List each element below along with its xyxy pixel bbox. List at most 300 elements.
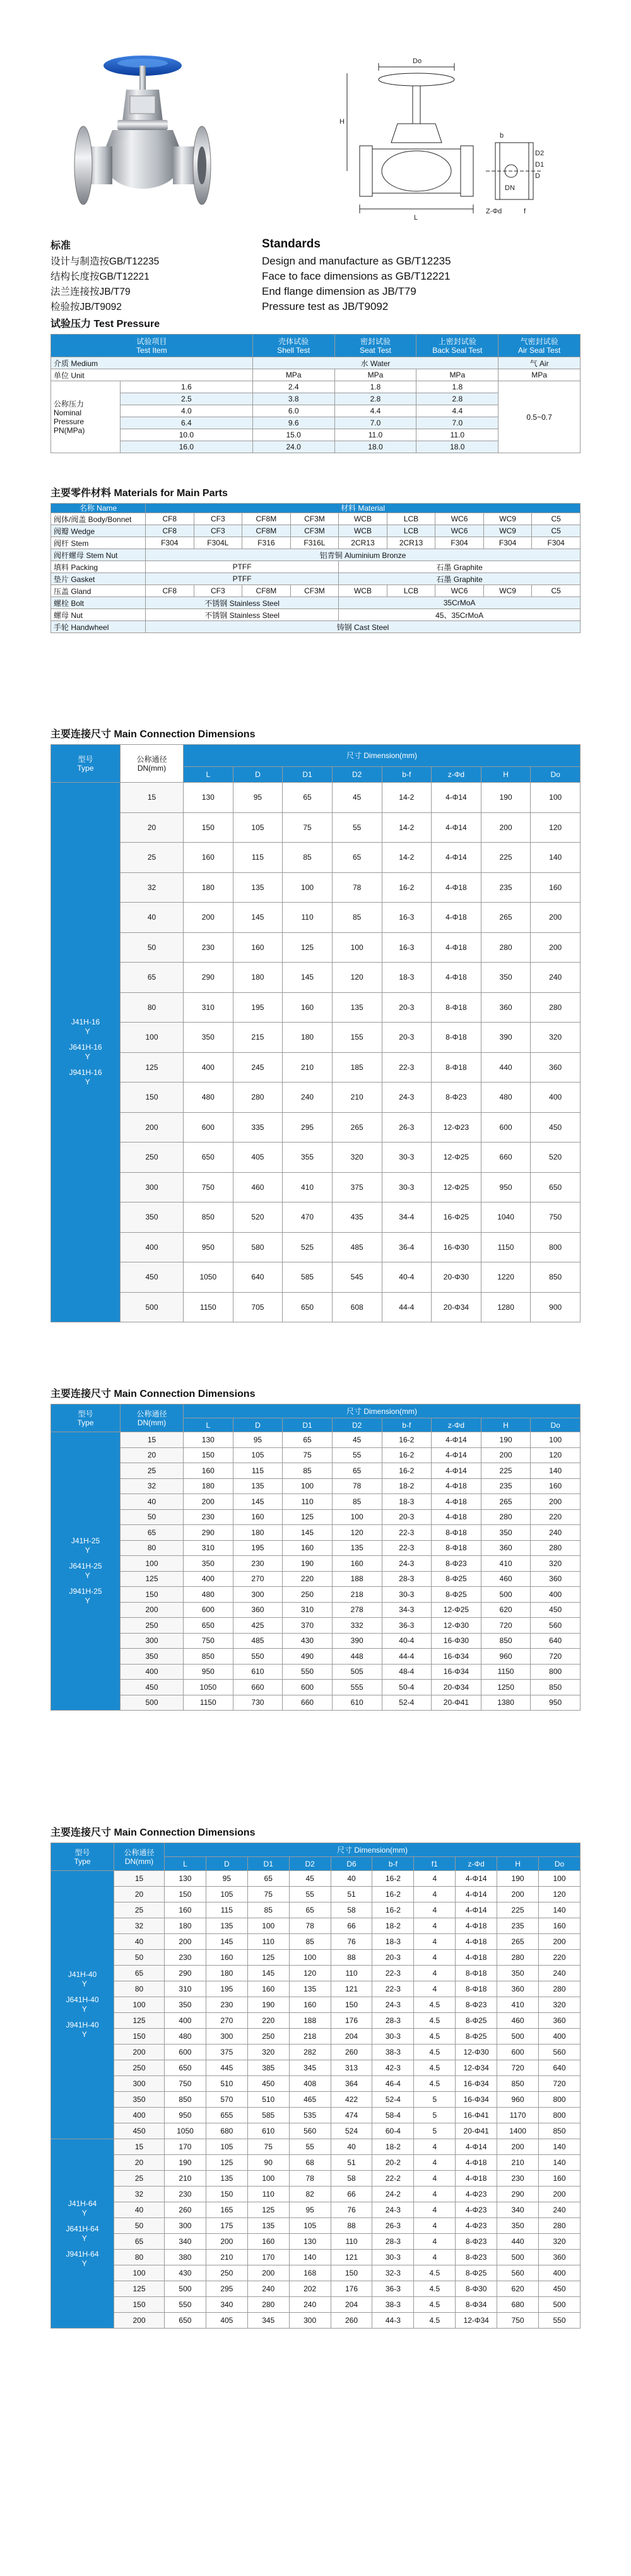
dimension-cell: 4.5 [414,2045,456,2060]
dimension-row [51,1463,581,1479]
dimension-cell: 5 [414,2108,456,2123]
dimension-row [51,1478,581,1494]
dimension-cell: 16-Φ34 [432,1649,481,1665]
dimension-cell: 100 [539,1871,581,1887]
dimension-cell: 230 [165,1950,206,1966]
dimension-cell: 195 [233,992,283,1023]
dimension-cell: 400 [539,2029,581,2045]
dimension-row [51,1494,581,1510]
dimension-cell: 210 [497,2155,539,2171]
dimension-cell: 350 [497,2218,539,2234]
dimension-cell: 510 [206,2076,247,2092]
dimension-cell: 30-3 [382,1172,432,1202]
dn-cell: 40 [121,903,184,933]
dimension-cell: 8-Φ25 [456,2265,497,2281]
dimension-cell: 66 [331,1918,372,1934]
dimension-cell: 320 [531,1556,581,1572]
bolt-value-b: 35CrMoA [339,597,581,609]
air-seal-range: 0.5~0.7 [498,381,581,453]
dimension-cell: 850 [539,2123,581,2139]
column-header: D2 [289,1857,331,1871]
dim64-body [51,2139,581,2329]
dimension-cell: 960 [497,2092,539,2108]
dimension-cell: 34-4 [382,1202,432,1233]
dimension-cell: 8-Φ23 [456,2234,497,2250]
dimension-cell: 190 [247,1997,289,2013]
dimension-cell: 1050 [184,1262,233,1293]
dimension-cell: 310 [165,1981,206,1997]
model-code: J41H-25 Y [71,1536,100,1555]
dimension-cell: 22-3 [372,1966,414,1981]
dimension-row [51,2029,581,2045]
dimension-cell: 76 [331,1934,372,1950]
dimension-cell: 200 [497,2139,539,2155]
gasket-value-a: PTFF [146,573,339,585]
dimension-cell: 220 [247,2013,289,2029]
dimension-cell: 100 [247,1918,289,1934]
header-seat-test: 密封试验 Seat Test [334,335,416,357]
bolt-label: 螺栓 Bolt [51,597,146,609]
gland-cell: WCB [339,585,387,597]
materials-table [50,503,581,633]
dn-cell: 80 [121,1540,184,1556]
dimension-cell: 180 [184,872,233,903]
column-header: Do [531,766,581,782]
dimension-cell: 52-4 [372,2092,414,2108]
column-header: H [481,766,531,782]
dimension-cell: 4-Φ14 [456,2139,497,2155]
dimension-cell: 100 [531,783,581,813]
column-header: Do [539,1857,581,1871]
dn-cell: 65 [114,2234,165,2250]
dimension-cell: 190 [283,1556,333,1572]
dimension-cell: 115 [206,1902,247,1918]
material-cell: LCB [387,513,435,525]
dimension-cell: 1400 [497,2123,539,2139]
dimension-cell: 4.5 [414,2013,456,2029]
nut-row [51,609,581,621]
dimension-cell: 320 [332,1143,382,1173]
dimension-cell: 364 [331,2076,372,2092]
dimension-cell: 600 [283,1680,333,1695]
pressure-cell: 18.0 [416,441,498,453]
dimension-cell: 560 [497,2265,539,2281]
dimension-cell: 460 [497,2013,539,2029]
dimension-cell: 180 [165,1918,206,1934]
dimension-cell: 160 [233,1509,283,1525]
dimension-cell: 310 [184,1540,233,1556]
dn-cell: 250 [121,1618,184,1634]
dimension-cell: 640 [539,2060,581,2076]
dimension-cell: 410 [481,1556,531,1572]
dimension-row [51,1981,581,1997]
dimension-cell: 280 [233,1083,283,1113]
dimension-cell: 44-3 [372,2313,414,2329]
dimension-cell: 720 [531,1649,581,1665]
dn-cell: 300 [121,1633,184,1649]
dimension-cell: 135 [332,1540,382,1556]
dimension-row [51,1934,581,1950]
dimension-cell: 120 [332,963,382,993]
dimensions-pn25-title: 主要连接尺寸 Main Connection Dimensions [50,1389,256,1399]
dimension-cell: 16-3 [382,903,432,933]
material-cell: WCB [339,513,387,525]
drawing-label-f: f [524,208,526,215]
dimension-drawing [334,54,562,225]
material-cell: F304 [146,537,194,549]
dimension-cell: 360 [531,1571,581,1587]
unit-label: 单位 Unit [51,369,253,381]
dimension-cell: 150 [184,1447,233,1463]
dimension-cell: 280 [539,1981,581,1997]
material-cell: F304 [532,537,581,549]
dimension-cell: 12-Φ25 [432,1143,481,1173]
dimension-row [51,2187,581,2202]
pressure-cell: 2.8 [416,393,498,405]
dimension-cell: 680 [497,2297,539,2313]
dimension-row [51,1447,581,1463]
dimension-cell: 140 [531,843,581,873]
stem-nut-label: 阀杆螺母 Stem Nut [51,549,146,561]
dimension-cell: 190 [497,1871,539,1887]
dimension-cell: 110 [283,1494,333,1510]
column-header: L [165,1857,206,1871]
dimension-cell: 4-Φ14 [456,1902,497,1918]
pn-value: 6.4 [121,417,253,429]
dimension-cell: 180 [233,1525,283,1541]
dimension-cell: 45 [332,783,382,813]
dimension-cell: 68 [289,2155,331,2171]
dn-cell: 25 [114,1902,165,1918]
standards-cn-line: 结构长度按GB/T12221 [50,271,150,282]
dimension-cell: 485 [233,1633,283,1649]
dimension-row [51,1602,581,1618]
dimension-cell: 45 [289,1871,331,1887]
dimension-row [51,872,581,903]
dimension-cell: 200 [206,2234,247,2250]
dimension-cell: 125 [283,1509,333,1525]
dimension-cell: 400 [165,2013,206,2029]
dimension-cell: 16-Φ30 [432,1232,481,1262]
dimension-cell: 4 [414,2187,456,2202]
material-cell: 2CR13 [387,537,435,549]
header-type: 型号 Type [51,745,121,783]
dimension-cell: 40-4 [382,1262,432,1293]
dimension-cell: 400 [531,1587,581,1603]
dimension-cell: 18-2 [372,2139,414,2155]
dimension-cell: 55 [332,812,382,843]
dn-cell: 25 [121,843,184,873]
column-header: Do [531,1418,581,1432]
column-header: f1 [414,1857,456,1871]
dimension-cell: 85 [283,843,333,873]
dimension-cell: 16-Φ34 [456,2092,497,2108]
dimension-cell: 250 [247,2029,289,2045]
dimension-cell: 4-Φ14 [432,783,481,813]
material-cell: C5 [532,525,581,537]
material-cell: CF8 [146,513,194,525]
header-name: 名称 Name [51,504,146,513]
dimension-cell: 180 [206,1966,247,1981]
catalog-page [50,0,581,2325]
dimension-cell: 20-Φ34 [432,1680,481,1695]
standards-en-line: End flange dimension as JB/T79 [262,285,416,297]
dn-cell: 150 [114,2029,165,2045]
column-header: b-f [382,1418,432,1432]
dimension-cell: 240 [531,963,581,993]
dimension-cell: 465 [289,2092,331,2108]
dn-cell: 100 [114,1997,165,2013]
pressure-cell: 11.0 [334,429,416,441]
dn-cell: 15 [121,1432,184,1448]
dimension-cell: 78 [332,1478,382,1494]
dimension-cell: 620 [481,1602,531,1618]
dimension-cell: 210 [332,1083,382,1113]
dimension-cell: 335 [233,1112,283,1143]
dimension-cell: 78 [289,1918,331,1934]
dimension-cell: 4-Φ18 [432,932,481,963]
dimension-cell: 450 [531,1602,581,1618]
dimension-cell: 480 [184,1587,233,1603]
column-header: z-Φd [432,766,481,782]
dimension-cell: 850 [531,1262,581,1293]
standards-cn-line: 设计与制造按GB/T12235 [50,256,160,267]
dimension-cell: 4.5 [414,2076,456,2092]
dimension-cell: 4-Φ18 [432,872,481,903]
dimension-cell: 400 [184,1571,233,1587]
gland-cell: CF8 [146,585,194,597]
dimension-cell: 135 [332,992,382,1023]
material-cell: F304L [194,537,242,549]
dimension-cell: 165 [206,2202,247,2218]
material-row [51,513,581,525]
dimension-cell: 55 [289,2139,331,2155]
dimension-cell: 405 [233,1143,283,1173]
dimension-cell: 110 [247,2187,289,2202]
material-cell: C5 [532,513,581,525]
pressure-cell: 15.0 [252,429,334,441]
dimension-cell: 58-4 [372,2108,414,2123]
dimension-cell: 202 [289,2281,331,2297]
dimension-cell: 430 [283,1633,333,1649]
dimension-row [51,1432,581,1448]
dimension-cell: 18-2 [382,1478,432,1494]
dimension-cell: 85 [283,1463,333,1479]
dn-cell: 80 [121,992,184,1023]
dimension-cell: 4 [414,2139,456,2155]
model-code: J641H-16 Y [69,1043,102,1061]
dimension-cell: 105 [289,2218,331,2234]
material-part-label: 阀杆 Stem [51,537,146,549]
dn-cell: 150 [114,2297,165,2313]
dimension-cell: 550 [233,1649,283,1665]
dimension-cell: 450 [531,1112,581,1143]
gland-cell: LCB [387,585,435,597]
dimension-cell: 22-2 [372,2171,414,2187]
dimension-cell: 240 [283,1083,333,1113]
pressure-cell: 9.6 [252,417,334,429]
dimension-cell: 121 [331,2250,372,2265]
dimension-row [51,2045,581,2060]
dimension-cell: 16-Φ41 [456,2108,497,2123]
test-pressure-row [51,381,581,393]
standards-cn-title: 标准 [50,240,71,251]
dimension-cell: 180 [283,1023,333,1053]
dimension-cell: 26-3 [382,1112,432,1143]
dimension-cell: 120 [539,1887,581,1902]
dimension-cell: 950 [481,1172,531,1202]
dimension-cell: 660 [283,1695,333,1711]
dimension-row [51,2108,581,2123]
dimension-cell: 85 [289,1934,331,1950]
dimension-cell: 8-Φ18 [456,1981,497,1997]
dn-cell: 65 [121,963,184,993]
dimension-cell: 950 [184,1664,233,1680]
dimension-cell: 240 [247,2281,289,2297]
standards-en-line: Design and manufacture as GB/T12235 [262,255,451,267]
dimension-cell: 145 [233,1494,283,1510]
dimension-row [51,2265,581,2281]
drawing-label-d: D [535,172,540,180]
dimension-cell: 30-3 [372,2250,414,2265]
dimension-cell: 110 [247,1934,289,1950]
dimension-cell: 185 [332,1052,382,1083]
dimension-cell: 440 [481,1052,531,1083]
dimension-cell: 410 [497,1997,539,2013]
dimension-cell: 4-Φ18 [456,1918,497,1934]
dimension-cell: 660 [481,1143,531,1173]
dimension-cell: 65 [283,1432,333,1448]
dimension-cell: 210 [206,2250,247,2265]
dimension-cell: 16-Φ34 [432,1664,481,1680]
dimension-cell: 125 [283,932,333,963]
dimension-cell: 135 [206,1918,247,1934]
dimension-cell: 75 [247,2139,289,2155]
dimension-cell: 560 [531,1618,581,1634]
pressure-cell: 7.0 [334,417,416,429]
dimension-cell: 620 [497,2281,539,2297]
dn-cell: 65 [121,1525,184,1541]
unit-row [51,369,581,381]
dimension-cell: 950 [165,2108,206,2123]
dn-cell: 150 [121,1587,184,1603]
dimension-cell: 28-3 [372,2013,414,2029]
dimension-cell: 4-Φ18 [456,2171,497,2187]
dimension-cell: 313 [331,2060,372,2076]
dimension-cell: 170 [165,2139,206,2155]
dimension-cell: 1220 [481,1262,531,1293]
dimension-cell: 5 [414,2092,456,2108]
dimension-cell: 140 [289,2250,331,2265]
dimension-cell: 230 [165,2187,206,2202]
column-header: b-f [372,1857,414,1871]
dimension-row [51,1083,581,1113]
dn-cell: 450 [121,1680,184,1695]
dimension-cell: 215 [233,1023,283,1053]
dimension-cell: 360 [233,1602,283,1618]
dimension-row [51,1525,581,1541]
dimension-cell: 1050 [165,2123,206,2139]
dimension-cell: 650 [165,2313,206,2329]
dimension-cell: 100 [332,1509,382,1525]
dn-cell: 80 [114,2250,165,2265]
pressure-cell: 7.0 [416,417,498,429]
dimension-cell: 16-2 [372,1887,414,1902]
test-pressure-table [50,334,581,453]
dimension-cell: 18-3 [382,1494,432,1510]
dimension-cell: 270 [233,1571,283,1587]
dimension-cell: 218 [289,2029,331,2045]
dimension-cell: 440 [497,2234,539,2250]
materials-header-row [51,504,581,513]
dimension-cell: 12-Φ25 [432,1602,481,1618]
dimension-cell: 12-Φ23 [432,1112,481,1143]
dimension-row [51,1871,581,1887]
dimension-cell: 22-3 [382,1525,432,1541]
material-part-label: 阀体/阀盖 Body/Bonnet [51,513,146,525]
dimension-cell: 4 [414,1966,456,1981]
standards-en-line: Pressure test as JB/T9092 [262,300,389,312]
dimension-row [51,2076,581,2092]
dimension-cell: 245 [233,1052,283,1083]
dimension-cell: 1150 [481,1664,531,1680]
dimension-cell: 16-2 [372,1871,414,1887]
dimension-cell: 408 [289,2076,331,2092]
dimension-cell: 850 [497,2076,539,2092]
dimension-cell: 270 [206,2013,247,2029]
dimension-cell: 20-3 [382,992,432,1023]
dimension-cell: 115 [233,1463,283,1479]
dimension-cell: 4-Φ18 [432,963,481,993]
dimension-cell: 51 [331,2155,372,2171]
dimension-cell: 4-Φ18 [432,1494,481,1510]
dn-cell: 200 [114,2313,165,2329]
dimension-cell: 550 [283,1664,333,1680]
dimension-cell: 42-3 [372,2060,414,2076]
dimension-row [51,2123,581,2139]
dn-cell: 50 [121,1509,184,1525]
dimension-cell: 250 [206,2265,247,2281]
dimension-cell: 4.5 [414,2281,456,2297]
dimension-cell: 200 [165,1934,206,1950]
dimension-cell: 8-Φ18 [432,1540,481,1556]
dn-cell: 250 [121,1143,184,1173]
dimension-cell: 4.5 [414,2297,456,2313]
dimension-cell: 135 [233,1478,283,1494]
dimension-cell: 110 [331,2234,372,2250]
dimension-row [51,1112,581,1143]
dimension-cell: 22-3 [372,1981,414,1997]
unit-value: MPa [416,369,498,381]
dimension-cell: 290 [184,1525,233,1541]
dimension-cell: 500 [165,2281,206,2297]
dimension-cell: 4-Φ23 [456,2202,497,2218]
dimension-cell: 4 [414,2250,456,2265]
dimension-cell: 600 [184,1602,233,1618]
dimension-cell: 385 [247,2060,289,2076]
dimension-cell: 240 [539,1966,581,1981]
column-header: D2 [332,1418,382,1432]
dimension-row [51,1052,581,1083]
dimension-cell: 474 [331,2108,372,2123]
dimension-cell: 16-2 [382,872,432,903]
column-header: H [481,1418,531,1432]
material-cell: CF3 [194,513,242,525]
dimension-cell: 290 [184,963,233,993]
dimension-cell: 405 [206,2313,247,2329]
dimension-cell: 95 [233,1432,283,1448]
dimension-cell: 480 [165,2029,206,2045]
